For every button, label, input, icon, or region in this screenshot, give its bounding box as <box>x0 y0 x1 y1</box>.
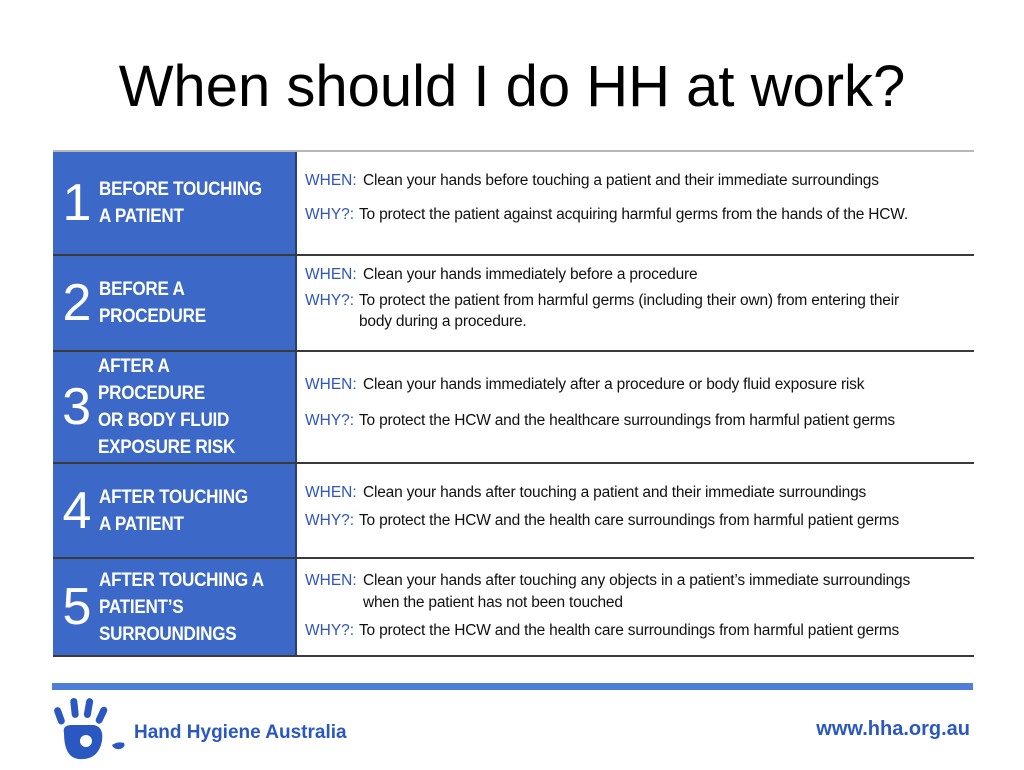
moment-number: 2 <box>62 274 92 332</box>
when-key: WHEN: <box>305 376 357 393</box>
when-key: WHEN: <box>305 172 357 189</box>
moment-panel-1 <box>53 152 297 254</box>
why-line <box>305 292 974 331</box>
why-line <box>305 622 974 640</box>
moment-detail-2 <box>297 256 974 350</box>
moment-row-3 <box>53 352 974 464</box>
when-line <box>305 572 974 612</box>
when-key: WHEN: <box>305 572 357 589</box>
moment-label-line: AFTER TOUCHING A <box>99 569 264 591</box>
why-text: To protect the HCW and the health care surroundings from harmful patient germs <box>359 512 900 529</box>
moment-row-1 <box>53 152 974 256</box>
when-text <box>363 572 910 612</box>
moment-detail-1 <box>297 152 974 254</box>
when-line <box>305 484 974 502</box>
moment-label-line: PATIENT’S <box>99 596 184 618</box>
why-text: To protect the patient against acquiring harmful germs from the hands of the HCW. <box>359 206 908 223</box>
moment-label-line: A PATIENT <box>99 513 184 535</box>
why-text-line: To protect the patient from harmful germs (including their own) from entering their <box>359 292 899 309</box>
moment-panel-2 <box>53 256 297 350</box>
why-key: WHY?: <box>305 206 355 223</box>
moment-panel-3 <box>53 352 297 462</box>
when-text-line: Clean your hands after touching any objects in a patient’s immediate surroundings <box>363 572 911 589</box>
moments-table <box>53 150 974 659</box>
why-text: To protect the HCW and the healthcare surroundings from harmful patient germs <box>359 412 895 429</box>
footer-divider-bar <box>52 683 973 690</box>
moment-row-2 <box>53 256 974 352</box>
moment-row-4 <box>53 464 974 559</box>
moment-label <box>99 567 264 648</box>
when-text: Clean your hands after touching a patient and their immediate surroundings <box>363 484 867 501</box>
moment-number: 5 <box>62 578 92 636</box>
when-text: Clean your hands before touching a patient and their immediate surroundings <box>363 172 879 189</box>
moment-label <box>99 176 262 230</box>
page-title: When should I do HH at work? <box>118 54 906 119</box>
moment-label <box>98 353 275 461</box>
why-line <box>305 512 974 530</box>
when-line <box>305 266 974 284</box>
moment-label-line: OR BODY FLUID <box>98 410 230 431</box>
why-key: WHY?: <box>305 412 355 429</box>
when-key: WHEN: <box>305 266 357 283</box>
why-line <box>305 412 974 430</box>
moment-detail-5 <box>297 559 974 655</box>
moment-detail-3 <box>297 352 974 462</box>
moment-row-5 <box>53 559 974 657</box>
moment-label-line: A PATIENT <box>99 206 184 227</box>
why-line <box>305 206 974 224</box>
moment-detail-4 <box>297 464 974 557</box>
moment-label <box>99 276 206 330</box>
why-text <box>359 292 899 331</box>
moment-label-line: BEFORE A <box>99 279 185 300</box>
moment-label-line: AFTER TOUCHING <box>99 486 248 508</box>
when-text: Clean your hands immediately before a procedure <box>363 266 698 283</box>
moment-label-line: EXPOSURE RISK <box>98 437 236 458</box>
hand-icon <box>52 695 132 765</box>
why-key: WHY?: <box>305 292 355 309</box>
when-line <box>305 376 974 394</box>
when-text-line: when the patient has not been touched <box>363 594 623 611</box>
moment-panel-4 <box>53 464 297 557</box>
moment-label-line: PROCEDURE <box>99 306 206 327</box>
moment-panel-5 <box>53 559 297 655</box>
website-link[interactable]: www.hha.org.au <box>816 718 970 740</box>
moment-label <box>99 484 248 538</box>
when-key: WHEN: <box>305 484 357 501</box>
why-key: WHY?: <box>305 512 355 529</box>
moment-label-line: SURROUNDINGS <box>99 623 237 645</box>
when-text: Clean your hands immediately after a procedure or body fluid exposure risk <box>363 376 865 393</box>
why-text: To protect the HCW and the health care surroundings from harmful patient germs <box>359 622 900 639</box>
moment-number: 4 <box>62 481 92 540</box>
moment-label-line: AFTER A PROCEDURE <box>98 356 205 404</box>
moment-label-line: BEFORE TOUCHING <box>99 179 262 200</box>
moment-number: 3 <box>62 378 92 436</box>
why-text-line: body during a procedure. <box>359 313 527 330</box>
when-line <box>305 172 974 190</box>
moment-number: 1 <box>62 174 92 232</box>
brand-name: Hand Hygiene Australia <box>134 722 347 743</box>
why-key: WHY?: <box>305 622 355 639</box>
